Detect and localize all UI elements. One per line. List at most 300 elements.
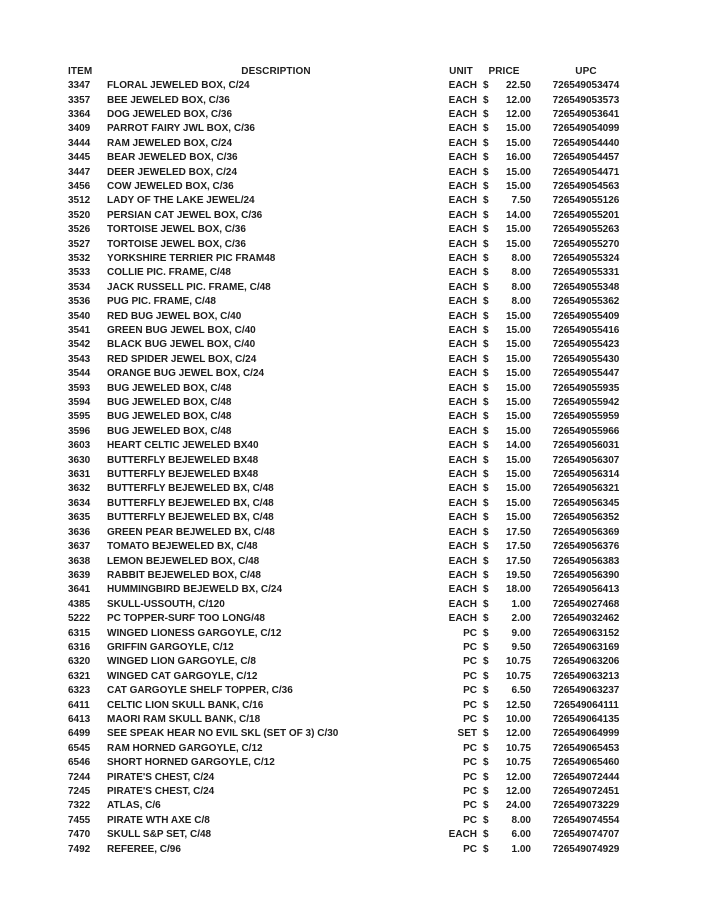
unit-cell: EACH <box>448 252 477 264</box>
upc-cell: 726549055966 <box>552 425 620 437</box>
description-cell: WINGED CAT GARGOYLE, C/12 <box>107 670 258 682</box>
item-cell: 7245 <box>68 786 91 798</box>
currency-symbol: $ <box>483 541 489 553</box>
unit-cell: EACH <box>448 512 477 524</box>
price-cell: 8.00 <box>511 814 531 826</box>
currency-symbol: $ <box>483 728 489 740</box>
price-cell: 10.75 <box>505 757 531 769</box>
unit-cell: EACH <box>448 497 477 509</box>
currency-symbol: $ <box>483 281 489 293</box>
item-cell: 3527 <box>68 238 91 250</box>
item-cell: 6320 <box>68 656 91 668</box>
price-cell: 18.00 <box>505 584 531 596</box>
table-header-row <box>68 64 641 78</box>
description-cell: PIRATE'S CHEST, C/24 <box>107 786 215 798</box>
upc-cell: 726549054440 <box>552 137 620 149</box>
description-cell: PIRATE'S CHEST, C/24 <box>107 771 215 783</box>
upc-cell: 726549056352 <box>552 512 620 524</box>
table-row <box>68 107 641 121</box>
table-row <box>68 597 641 611</box>
unit-cell: EACH <box>448 425 477 437</box>
item-cell: 3357 <box>68 94 91 106</box>
description-cell: BUG JEWELED BOX, C/48 <box>107 411 232 423</box>
unit-cell: PC <box>463 814 477 826</box>
table-row <box>68 179 641 193</box>
currency-symbol: $ <box>483 685 489 697</box>
currency-symbol: $ <box>483 497 489 509</box>
table-row <box>68 698 641 712</box>
description-cell: PUG PIC. FRAME, C/48 <box>107 296 216 308</box>
price-cell: 14.00 <box>505 440 531 452</box>
upc-cell: 726549055331 <box>552 267 620 279</box>
description-cell: ORANGE BUG JEWEL BOX, C/24 <box>107 368 265 380</box>
description-cell: PARROT FAIRY JWL BOX, C/36 <box>107 123 255 135</box>
price-cell: 8.00 <box>511 281 531 293</box>
unit-cell: EACH <box>448 454 477 466</box>
currency-symbol: $ <box>483 829 489 841</box>
item-cell: 3635 <box>68 512 91 524</box>
upc-cell: 726549055348 <box>552 281 620 293</box>
price-cell: 6.50 <box>511 685 531 697</box>
description-cell: DEER JEWELED BOX, C/24 <box>107 166 238 178</box>
description-cell: REFEREE, C/96 <box>107 843 181 855</box>
table-row <box>68 165 641 179</box>
currency-symbol: $ <box>483 195 489 207</box>
price-cell: 12.00 <box>505 728 531 740</box>
currency-symbol: $ <box>483 584 489 596</box>
description-cell: TOMATO BEJEWELED BX, C/48 <box>107 541 258 553</box>
price-cell: 6.00 <box>511 829 531 841</box>
currency-symbol: $ <box>483 224 489 236</box>
item-cell: 6545 <box>68 742 91 754</box>
price-cell: 12.00 <box>505 786 531 798</box>
table-row <box>68 568 641 582</box>
table-row <box>68 395 641 409</box>
upc-cell: 726549056413 <box>552 584 620 596</box>
unit-cell: EACH <box>448 598 477 610</box>
description-cell: CAT GARGOYLE SHELF TOPPER, C/36 <box>107 685 293 697</box>
currency-symbol: $ <box>483 382 489 394</box>
item-cell: 6413 <box>68 713 91 725</box>
upc-cell: 726549074929 <box>552 843 620 855</box>
table-row <box>68 352 641 366</box>
item-cell: 7492 <box>68 843 91 855</box>
upc-cell: 726549063152 <box>552 627 620 639</box>
upc-cell: 726549064135 <box>552 713 620 725</box>
item-cell: 5222 <box>68 613 91 625</box>
upc-cell: 726549074554 <box>552 814 620 826</box>
upc-cell: 726549063206 <box>552 656 620 668</box>
table-row <box>68 237 641 251</box>
table-row <box>68 222 641 236</box>
item-cell: 6321 <box>68 670 91 682</box>
price-cell: 12.50 <box>505 699 531 711</box>
currency-symbol: $ <box>483 353 489 365</box>
price-cell: 15.00 <box>505 310 531 322</box>
currency-symbol: $ <box>483 569 489 581</box>
unit-cell: EACH <box>448 325 477 337</box>
item-cell: 6315 <box>68 627 91 639</box>
upc-cell: 726549055362 <box>552 296 620 308</box>
description-cell: WINGED LIONESS GARGOYLE, C/12 <box>107 627 282 639</box>
table-row <box>68 554 641 568</box>
unit-cell: EACH <box>448 353 477 365</box>
upc-cell: 726549063169 <box>552 641 620 653</box>
price-cell: 15.00 <box>505 166 531 178</box>
item-cell: 3593 <box>68 382 91 394</box>
item-cell: 3632 <box>68 483 91 495</box>
table-row <box>68 453 641 467</box>
description-cell: COW JEWELED BOX, C/36 <box>107 180 234 192</box>
description-cell: SHORT HORNED GARGOYLE, C/12 <box>107 757 275 769</box>
currency-symbol: $ <box>483 166 489 178</box>
table-row <box>68 93 641 107</box>
description-cell: BUTTERFLY BEJEWELED BX48 <box>107 469 259 481</box>
upc-cell: 726549055324 <box>552 252 620 264</box>
upc-cell: 726549055447 <box>552 368 620 380</box>
table-body <box>68 78 641 856</box>
unit-cell: PC <box>463 713 477 725</box>
item-cell: 3638 <box>68 555 91 567</box>
item-cell: 3447 <box>68 166 91 178</box>
description-cell: JACK RUSSELL PIC. FRAME, C/48 <box>107 281 271 293</box>
item-cell: 3533 <box>68 267 91 279</box>
unit-cell: EACH <box>448 80 477 92</box>
item-cell: 7322 <box>68 800 91 812</box>
currency-symbol: $ <box>483 310 489 322</box>
description-cell: LEMON BEJEWELED BOX, C/48 <box>107 555 260 567</box>
table-row <box>68 511 641 525</box>
table-row <box>68 799 641 813</box>
price-cell: 15.00 <box>505 397 531 409</box>
description-cell: YORKSHIRE TERRIER PIC FRAM48 <box>107 252 276 264</box>
currency-symbol: $ <box>483 526 489 538</box>
upc-cell: 726549064999 <box>552 728 620 740</box>
unit-cell: EACH <box>448 195 477 207</box>
price-cell: 15.00 <box>505 497 531 509</box>
upc-cell: 726549055430 <box>552 353 620 365</box>
unit-cell: PC <box>463 800 477 812</box>
unit-cell: PC <box>463 670 477 682</box>
unit-cell: EACH <box>448 224 477 236</box>
currency-symbol: $ <box>483 483 489 495</box>
currency-symbol: $ <box>483 771 489 783</box>
price-cell: 10.00 <box>505 713 531 725</box>
price-cell: 9.00 <box>511 627 531 639</box>
upc-cell: 726549054457 <box>552 152 620 164</box>
item-cell: 7244 <box>68 771 91 783</box>
item-cell: 3456 <box>68 180 91 192</box>
table-row <box>68 669 641 683</box>
price-cell: 15.00 <box>505 123 531 135</box>
column-header-description: DESCRIPTION <box>241 65 311 77</box>
item-cell: 3596 <box>68 425 91 437</box>
description-cell: GREEN BUG JEWEL BOX, C/40 <box>107 325 256 337</box>
table-row <box>68 136 641 150</box>
unit-cell: EACH <box>448 440 477 452</box>
price-cell: 15.00 <box>505 137 531 149</box>
upc-cell: 726549032462 <box>552 613 620 625</box>
upc-cell: 726549055423 <box>552 339 620 351</box>
unit-cell: EACH <box>448 411 477 423</box>
upc-cell: 726549055126 <box>552 195 620 207</box>
currency-symbol: $ <box>483 598 489 610</box>
table-row <box>68 712 641 726</box>
unit-cell: EACH <box>448 166 477 178</box>
upc-cell: 726549053474 <box>552 80 620 92</box>
item-cell: 3594 <box>68 397 91 409</box>
currency-symbol: $ <box>483 613 489 625</box>
table-row <box>68 323 641 337</box>
currency-symbol: $ <box>483 425 489 437</box>
table-row <box>68 367 641 381</box>
currency-symbol: $ <box>483 757 489 769</box>
unit-cell: EACH <box>448 541 477 553</box>
description-cell: TORTOISE JEWEL BOX, C/36 <box>107 238 246 250</box>
item-cell: 6323 <box>68 685 91 697</box>
unit-cell: EACH <box>448 469 477 481</box>
price-cell: 12.00 <box>505 108 531 120</box>
table-row <box>68 439 641 453</box>
upc-cell: 726549056307 <box>552 454 620 466</box>
currency-symbol: $ <box>483 368 489 380</box>
currency-symbol: $ <box>483 152 489 164</box>
item-cell: 3534 <box>68 281 91 293</box>
currency-symbol: $ <box>483 512 489 524</box>
unit-cell: PC <box>463 685 477 697</box>
item-cell: 3630 <box>68 454 91 466</box>
description-cell: BUG JEWELED BOX, C/48 <box>107 425 232 437</box>
unit-cell: EACH <box>448 584 477 596</box>
upc-cell: 726549055201 <box>552 209 620 221</box>
column-header-upc: UPC <box>575 65 597 77</box>
item-cell: 3409 <box>68 123 91 135</box>
description-cell: CELTIC LION SKULL BANK, C/16 <box>107 699 264 711</box>
price-cell: 12.00 <box>505 771 531 783</box>
currency-symbol: $ <box>483 252 489 264</box>
currency-symbol: $ <box>483 296 489 308</box>
upc-cell: 726549055409 <box>552 310 620 322</box>
description-cell: DOG JEWELED BOX, C/36 <box>107 108 233 120</box>
currency-symbol: $ <box>483 469 489 481</box>
table-row <box>68 266 641 280</box>
table-row <box>68 611 641 625</box>
description-cell: BUTTERFLY BEJEWELED BX, C/48 <box>107 497 274 509</box>
price-cell: 1.00 <box>511 843 531 855</box>
currency-symbol: $ <box>483 180 489 192</box>
item-cell: 3641 <box>68 584 91 596</box>
upc-cell: 726549055959 <box>552 411 620 423</box>
description-cell: SKULL-USSOUTH, C/120 <box>107 598 225 610</box>
unit-cell: PC <box>463 786 477 798</box>
unit-cell: PC <box>463 757 477 769</box>
price-cell: 15.00 <box>505 238 531 250</box>
upc-cell: 726549056321 <box>552 483 620 495</box>
table-row <box>68 467 641 481</box>
price-cell: 15.00 <box>505 483 531 495</box>
price-cell: 15.00 <box>505 512 531 524</box>
currency-symbol: $ <box>483 786 489 798</box>
table-row <box>68 626 641 640</box>
table-row <box>68 280 641 294</box>
unit-cell: EACH <box>448 397 477 409</box>
unit-cell: EACH <box>448 526 477 538</box>
currency-symbol: $ <box>483 267 489 279</box>
currency-symbol: $ <box>483 137 489 149</box>
upc-cell: 726549064111 <box>553 699 619 711</box>
currency-symbol: $ <box>483 108 489 120</box>
currency-symbol: $ <box>483 325 489 337</box>
description-cell: BUG JEWELED BOX, C/48 <box>107 382 232 394</box>
currency-symbol: $ <box>483 209 489 221</box>
table-row <box>68 828 641 842</box>
table-row <box>68 770 641 784</box>
unit-cell: EACH <box>448 368 477 380</box>
item-cell: 6411 <box>68 699 90 711</box>
table-row <box>68 525 641 539</box>
item-cell: 3543 <box>68 353 91 365</box>
upc-cell: 726549072451 <box>552 786 620 798</box>
unit-cell: PC <box>463 627 477 639</box>
upc-cell: 726549056031 <box>552 440 620 452</box>
table-row <box>68 640 641 654</box>
currency-symbol: $ <box>483 440 489 452</box>
unit-cell: EACH <box>448 829 477 841</box>
price-cell: 15.00 <box>505 224 531 236</box>
price-cell: 2.00 <box>511 613 531 625</box>
price-cell: 22.50 <box>505 80 531 92</box>
currency-symbol: $ <box>483 411 489 423</box>
item-cell: 3532 <box>68 252 91 264</box>
unit-cell: EACH <box>448 569 477 581</box>
description-cell: BLACK BUG JEWEL BOX, C/40 <box>107 339 256 351</box>
unit-cell: PC <box>463 699 477 711</box>
currency-symbol: $ <box>483 843 489 855</box>
price-cell: 15.00 <box>505 469 531 481</box>
price-cell: 17.50 <box>505 526 531 538</box>
upc-cell: 726549065453 <box>552 742 620 754</box>
upc-cell: 726549055942 <box>552 397 620 409</box>
item-cell: 3639 <box>68 569 91 581</box>
price-cell: 10.75 <box>505 670 531 682</box>
unit-cell: EACH <box>448 483 477 495</box>
upc-cell: 726549053573 <box>552 94 620 106</box>
currency-symbol: $ <box>483 670 489 682</box>
upc-cell: 726549063237 <box>552 685 620 697</box>
item-cell: 3520 <box>68 209 91 221</box>
description-cell: RED SPIDER JEWEL BOX, C/24 <box>107 353 257 365</box>
currency-symbol: $ <box>483 339 489 351</box>
description-cell: BUTTERFLY BEJEWELED BX48 <box>107 454 259 466</box>
price-cell: 1.00 <box>511 598 531 610</box>
item-cell: 3544 <box>68 368 91 380</box>
description-cell: SEE SPEAK HEAR NO EVIL SKL (SET OF 3) C/30 <box>107 728 339 740</box>
table-row <box>68 338 641 352</box>
upc-cell: 726549054471 <box>552 166 620 178</box>
item-cell: 3631 <box>68 469 91 481</box>
currency-symbol: $ <box>483 713 489 725</box>
upc-cell: 726549056369 <box>552 526 620 538</box>
currency-symbol: $ <box>483 814 489 826</box>
table-row <box>68 583 641 597</box>
price-cell: 8.00 <box>511 267 531 279</box>
table-row <box>68 756 641 770</box>
unit-cell: EACH <box>448 123 477 135</box>
table-row <box>68 842 641 856</box>
price-cell: 15.00 <box>505 353 531 365</box>
currency-symbol: $ <box>483 238 489 250</box>
currency-symbol: $ <box>483 454 489 466</box>
currency-symbol: $ <box>483 397 489 409</box>
upc-cell: 726549056376 <box>552 541 620 553</box>
currency-symbol: $ <box>483 80 489 92</box>
currency-symbol: $ <box>483 699 489 711</box>
table-row <box>68 539 641 553</box>
description-cell: GRIFFIN GARGOYLE, C/12 <box>107 641 234 653</box>
currency-symbol: $ <box>483 742 489 754</box>
description-cell: SKULL S&P SET, C/48 <box>107 829 212 841</box>
upc-cell: 726549056383 <box>552 555 620 567</box>
upc-cell: 726549054563 <box>552 180 620 192</box>
price-cell: 9.50 <box>511 641 531 653</box>
price-cell: 8.00 <box>511 252 531 264</box>
price-cell: 15.00 <box>505 425 531 437</box>
unit-cell: EACH <box>448 180 477 192</box>
item-cell: 3541 <box>68 325 91 337</box>
item-cell: 3603 <box>68 440 91 452</box>
description-cell: ATLAS, C/6 <box>107 800 161 812</box>
unit-cell: EACH <box>448 382 477 394</box>
description-cell: WINGED LION GARGOYLE, C/8 <box>107 656 256 668</box>
unit-cell: SET <box>457 728 477 740</box>
description-cell: HEART CELTIC JEWELED BX40 <box>107 440 259 452</box>
table-row <box>68 741 641 755</box>
table-row <box>68 655 641 669</box>
table-row <box>68 309 641 323</box>
upc-cell: 726549063213 <box>552 670 620 682</box>
upc-cell: 726549056345 <box>552 497 620 509</box>
description-cell: RED BUG JEWEL BOX, C/40 <box>107 310 242 322</box>
item-cell: 3637 <box>68 541 91 553</box>
description-cell: BUTTERFLY BEJEWELED BX, C/48 <box>107 483 274 495</box>
currency-symbol: $ <box>483 627 489 639</box>
description-cell: PERSIAN CAT JEWEL BOX, C/36 <box>107 209 263 221</box>
item-cell: 3595 <box>68 411 91 423</box>
unit-cell: EACH <box>448 152 477 164</box>
unit-cell: EACH <box>448 296 477 308</box>
upc-cell: 726549072444 <box>552 771 620 783</box>
description-cell: COLLIE PIC. FRAME, C/48 <box>107 267 231 279</box>
column-header-unit: UNIT <box>449 65 473 77</box>
price-cell: 15.00 <box>505 368 531 380</box>
table-row <box>68 150 641 164</box>
table-row <box>68 424 641 438</box>
unit-cell: EACH <box>448 310 477 322</box>
description-cell: BEE JEWELED BOX, C/36 <box>107 94 230 106</box>
table-row <box>68 251 641 265</box>
upc-cell: 726549073229 <box>552 800 620 812</box>
upc-cell: 726549056390 <box>552 569 620 581</box>
table-row <box>68 410 641 424</box>
description-cell: GREEN PEAR BEJWELED BX, C/48 <box>107 526 275 538</box>
price-cell: 16.00 <box>505 152 531 164</box>
table-row <box>68 496 641 510</box>
price-cell: 8.00 <box>511 296 531 308</box>
price-cell: 12.00 <box>505 94 531 106</box>
description-cell: LADY OF THE LAKE JEWEL/24 <box>107 195 255 207</box>
description-cell: TORTOISE JEWEL BOX, C/36 <box>107 224 246 236</box>
price-cell: 15.00 <box>505 339 531 351</box>
